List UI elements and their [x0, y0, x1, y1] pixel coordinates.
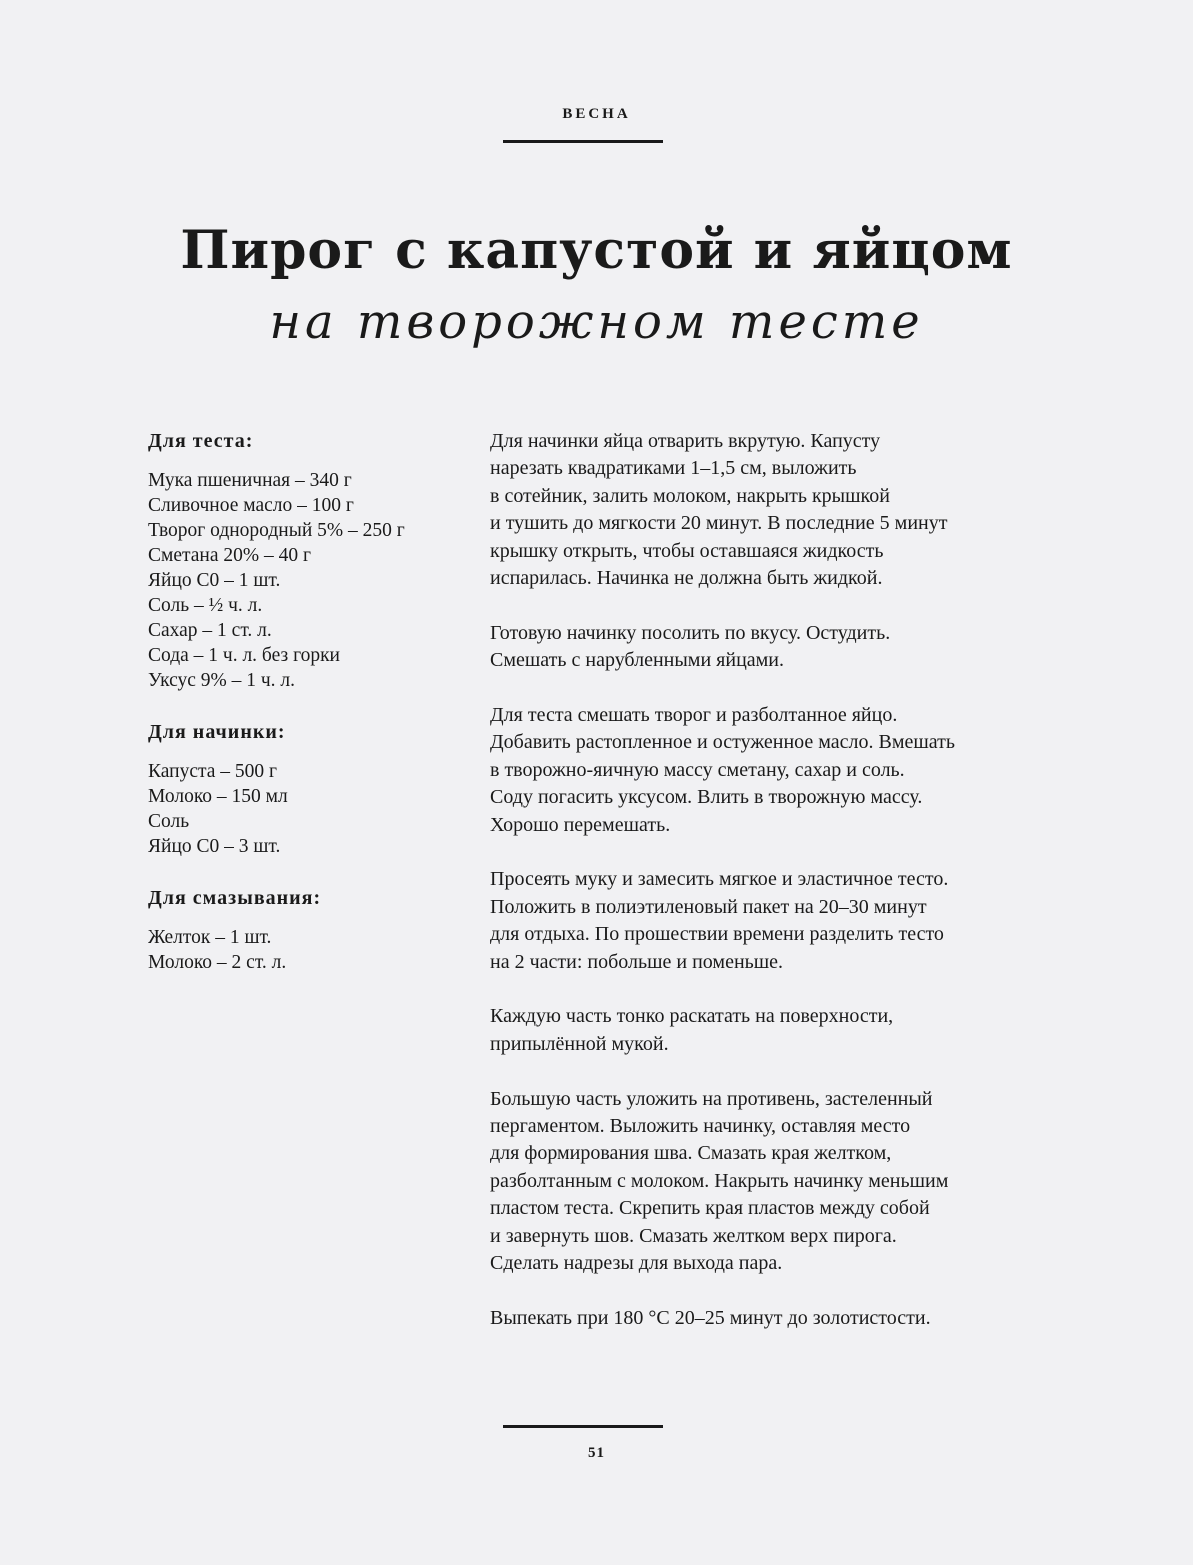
ingredient-item: Желток – 1 шт. — [148, 927, 272, 948]
ingredient-item: Сливочное масло – 100 г — [148, 495, 354, 516]
ingredient-item: Соль — [148, 811, 190, 832]
instruction-paragraph: Выпекать при 180 °С 20–25 минут до золотистости. — [490, 1306, 931, 1329]
ingredient-item: Яйцо С0 – 3 шт. — [148, 836, 281, 857]
instructions-column — [490, 428, 1030, 1360]
recipe-title: Пирог с капустой и яйцом — [180, 220, 1013, 281]
footer-divider — [503, 1425, 663, 1428]
ingredient-item: Сметана 20% – 40 г — [148, 545, 311, 566]
ingredient-item: Капуста – 500 г — [148, 761, 278, 782]
ingredient-item: Соль – ½ ч. л. — [148, 595, 263, 616]
ingredient-group-filling — [148, 719, 468, 859]
ingredient-item: Яйцо С0 – 1 шт. — [148, 570, 281, 591]
ingredient-item: Уксус 9% – 1 ч. л. — [148, 670, 296, 691]
ingredient-item: Сода – 1 ч. л. без горки — [148, 645, 340, 666]
ingredient-item: Молоко – 150 мл — [148, 786, 288, 807]
ingredient-group-dough — [148, 428, 468, 693]
ingredient-group-glaze — [148, 885, 468, 975]
header-divider — [503, 140, 663, 143]
instruction-paragraph: Для начинки яйца отварить вкрутую. Капусту нарезать квадратиками 1–1,5 см, выложить в сотейник, залить молоком, накрыть крышкой и тушить до мягкости 20 минут. В последние 5 минут крышку открыть, чтобы оставшаяся жидкость испарилась. Начинка не должна быть жидкой. — [490, 430, 948, 590]
instruction-paragraph: Просеять муку и замесить мягкое и эластичное тесто. Положить в полиэтиленовый пакет на 20–30 минут для отдыха. По прошествии времени разделить тесто на 2 части: побольше и поменьше. — [490, 868, 949, 973]
ingredient-item: Мука пшеничная – 340 г — [148, 470, 352, 491]
instruction-paragraph: Готовую начинку посолить по вкусу. Остудить. Смешать с нарубленными яйцами. — [490, 621, 891, 672]
instruction-paragraph: Для теста смешать творог и разболтанное яйцо. Добавить растопленное и остуженное масло. Вмешать в творожно-яичную массу сметану, сахар и соль. Соду погасить уксусом. Влить в творожную массу. Хорошо перемешать. — [490, 704, 956, 836]
instruction-paragraph: Каждую часть тонко раскатать на поверхности, припылённой мукой. — [490, 1005, 894, 1055]
ingredient-group-title: Для начинки: — [148, 721, 286, 743]
section-label: ВЕСНА — [562, 106, 631, 122]
recipe-subtitle: на творожном тесте — [269, 294, 924, 350]
ingredient-item: Молоко – 2 ст. л. — [148, 952, 287, 973]
page-number: 51 — [588, 1445, 605, 1461]
ingredient-group-title: Для смазывания: — [148, 887, 322, 909]
ingredient-item: Творог однородный 5% – 250 г — [148, 520, 405, 541]
ingredient-group-title: Для теста: — [148, 430, 254, 452]
ingredients-column — [148, 428, 468, 1001]
instruction-paragraph: Большую часть уложить на противень, застеленный пергаментом. Выложить начинку, оставляя место для формирования шва. Смазать края желтком, разболтанным с молоком. Накрыть начинку меньшим пластом теста. Скрепить края пластов между собой и завернуть шов. Смазать желтком верх пирога. Сделать надрезы для выхода пара. — [490, 1087, 949, 1275]
ingredient-item: Сахар – 1 ст. л. — [148, 620, 272, 641]
